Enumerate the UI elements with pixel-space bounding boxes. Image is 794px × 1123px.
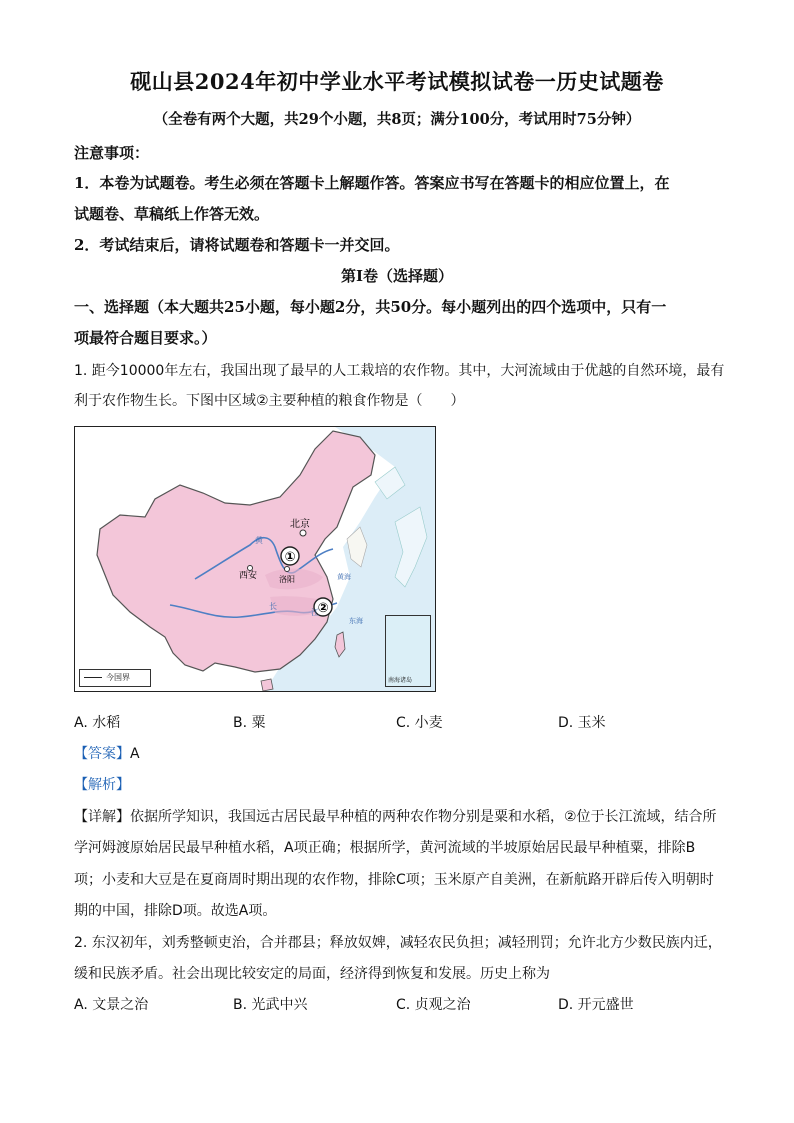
answer-label: 【答案】 bbox=[74, 746, 130, 762]
inset-label: 南海诸岛 bbox=[388, 677, 413, 684]
notes-item-1-line-1: 1．本卷为试题卷。考生必须在答题卡上解题作答。答案应书写在答题卡的相应位置上，在 bbox=[74, 174, 670, 192]
map-legend bbox=[79, 669, 151, 687]
marker-1-label: ① bbox=[284, 550, 296, 565]
analysis-label: 【解析】 bbox=[74, 777, 130, 793]
south-china-sea-inset bbox=[385, 615, 431, 687]
hainan-shape bbox=[261, 679, 273, 691]
huanghai-label: 黄海 bbox=[337, 573, 351, 581]
exam-subtitle: （全卷有两个大题，共29个小题，共8页；满分100分，考试用时75分钟） bbox=[153, 111, 641, 128]
china-map-svg bbox=[75, 427, 435, 691]
marker-2-label: ② bbox=[317, 601, 329, 616]
xian-dot bbox=[248, 566, 253, 571]
river-huang-label: 黄 bbox=[255, 536, 263, 545]
q2-option-b: B. 光武中兴 bbox=[233, 997, 308, 1013]
q1-option-a: A. 水稻 bbox=[74, 715, 121, 731]
q1-analysis-row bbox=[74, 774, 130, 794]
answer-value: A bbox=[130, 746, 140, 762]
q2-option-c: C. 贞观之治 bbox=[396, 997, 471, 1013]
detail-line-3: 项；小麦和大豆是在夏商周时期出现的农作物，排除C项；玉米原产自美洲，在新航路开辟后传入明朝时 bbox=[74, 872, 714, 888]
q1-answer-row bbox=[74, 743, 140, 763]
border-line-symbol bbox=[84, 677, 102, 678]
detail-line-1: 依据所学知识，我国远古居民最早种植的两种农作物分别是粟和水稻，②位于长江流域，结合所 bbox=[130, 809, 717, 825]
q1-detail-row-1 bbox=[74, 806, 717, 826]
q1-option-b: B. 粟 bbox=[233, 715, 266, 731]
q2-option-a: A. 文景之治 bbox=[74, 997, 149, 1013]
q1-stem-line-1: 1. 距今10000年左右，我国出现了最早的人工栽培的农作物。其中，大河流域由于优越的自然环境，最有 bbox=[74, 363, 725, 379]
q2-stem-line-2: 缓和民族矛盾。社会出现比较安定的局面，经济得到恢复和发展。历史上称为 bbox=[74, 966, 550, 982]
part1-heading-line-1: 一、选择题（本大题共25小题，每小题2分，共50分。每小题列出的四个选项中，只有一 bbox=[74, 298, 667, 316]
q1-option-c: C. 小麦 bbox=[396, 715, 443, 731]
luoyang-dot bbox=[285, 567, 290, 572]
q1-stem-line-2: 利于农作物生长。下图中区域②主要种植的粮食作物是（ ） bbox=[74, 393, 465, 409]
q1-option-d: D. 玉米 bbox=[558, 715, 606, 731]
notes-item-1-line-2: 试题卷、草稿纸上作答无效。 bbox=[74, 205, 270, 223]
q2-option-d: D. 开元盛世 bbox=[558, 997, 634, 1013]
xian-label: 西安 bbox=[239, 571, 258, 581]
legend-label: 今国界 bbox=[106, 673, 130, 682]
notes-heading: 注意事项： bbox=[74, 144, 150, 162]
china-map-figure bbox=[74, 426, 436, 692]
volume-heading: 第Ⅰ卷（选择题） bbox=[340, 267, 454, 285]
detail-line-4: 期的中国，排除D项。故选A项。 bbox=[74, 903, 277, 919]
notes-item-2: 2．考试结束后，请将试题卷和答题卡一并交回。 bbox=[74, 236, 400, 254]
detail-line-2: 学河姆渡原始居民最早种植水稻，A项正确；根据所学，黄河流域的半坡原始居民最早种植粟，排除B bbox=[74, 840, 696, 856]
river-jiang-label: 江 bbox=[311, 608, 319, 617]
detail-label: 【详解】 bbox=[74, 809, 130, 825]
q2-stem-line-1: 2. 东汉初年，刘秀整顿吏治，合并郡县；释放奴婢，减轻农民负担；减轻刑罚；允许北方少数民族内迁， bbox=[74, 935, 722, 951]
donghai-label: 东海 bbox=[349, 617, 363, 625]
luoyang-label: 洛阳 bbox=[279, 575, 295, 584]
beijing-label: 北京 bbox=[290, 519, 310, 530]
part1-heading-line-2: 项最符合题目要求。） bbox=[74, 329, 217, 347]
exam-title: 砚山县2024年初中学业水平考试模拟试卷一历史试题卷 bbox=[130, 69, 664, 94]
beijing-dot bbox=[300, 530, 306, 536]
river-chang-label: 长 bbox=[269, 602, 277, 611]
